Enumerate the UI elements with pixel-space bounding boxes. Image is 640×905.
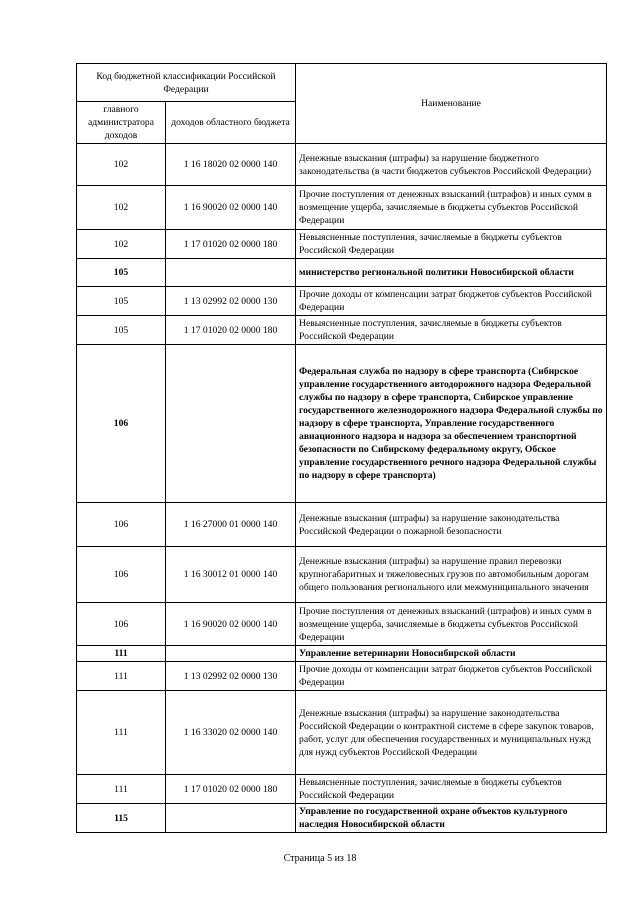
table-row	[77, 547, 607, 603]
income-code-cell: 1 16 18020 02 0000 140	[166, 144, 296, 186]
name-cell: Прочие доходы от компенсации затрат бюджетов субъектов Российской Федерации	[296, 662, 607, 691]
name-cell: министерство региональной политики Новосибирской области	[296, 259, 607, 287]
classification-code-header: Код бюджетной классификации Российской Федерации	[77, 64, 296, 102]
income-code-cell	[166, 259, 296, 287]
name-cell: Федеральная служба по надзору в сфере транспорта (Сибирское управление государственного автодорожного надзора Федеральной службы по надзору в сфере транспорта, Сибирское управление государственного железнодорожного надзора Федеральной службы по надзору в сфере транспорта, Управление государственного авиационного надзора и надзора за обеспечением транспортной безопасности по Сибирскому федеральному округу, Обское управление государственного речного надзора Федеральной службы по надзору в сфере транспорта)	[296, 345, 607, 503]
income-code-header: доходов областного бюджета	[166, 102, 296, 144]
admin-code-cell: 111	[77, 662, 166, 691]
table-row	[77, 345, 607, 503]
table-row	[77, 287, 607, 316]
page-number: Страница 5 из 18	[283, 853, 357, 864]
table-row	[77, 230, 607, 259]
name-cell: Денежные взыскания (штрафы) за нарушение законодательства Российской Федерации о пожарной безопасности	[296, 503, 607, 547]
budget-classification-table	[76, 63, 607, 833]
income-code-cell: 1 13 02992 02 0000 130	[166, 287, 296, 316]
table-row	[77, 691, 607, 775]
admin-code-header: главного администратора доходов	[77, 102, 166, 144]
name-cell: Денежные взыскания (штрафы) за нарушение бюджетного законодательства (в части бюджетов субъектов Российской Федерации)	[296, 144, 607, 186]
name-cell: Невыясненные поступления, зачисляемые в бюджеты субъектов Российской Федерации	[296, 230, 607, 259]
name-header: Наименование	[296, 64, 607, 144]
admin-code-cell: 111	[77, 691, 166, 775]
income-code-cell: 1 16 90020 02 0000 140	[166, 186, 296, 230]
admin-code-cell: 115	[77, 804, 166, 833]
table-row	[77, 603, 607, 646]
income-code-cell	[166, 804, 296, 833]
admin-code-cell: 106	[77, 345, 166, 503]
income-code-cell: 1 13 02992 02 0000 130	[166, 662, 296, 691]
name-cell: Прочие поступления от денежных взысканий (штрафов) и иных сумм в возмещение ущерба, зачисляемые в бюджеты субъектов Российской Федерации	[296, 186, 607, 230]
income-code-cell: 1 16 33020 02 0000 140	[166, 691, 296, 775]
table-row	[77, 316, 607, 345]
table-row	[77, 804, 607, 833]
admin-code-cell: 102	[77, 230, 166, 259]
name-cell: Прочие доходы от компенсации затрат бюджетов субъектов Российской Федерации	[296, 287, 607, 316]
table-row	[77, 662, 607, 691]
table-row	[77, 259, 607, 287]
admin-code-cell: 106	[77, 503, 166, 547]
admin-code-cell: 102	[77, 186, 166, 230]
table-row	[77, 775, 607, 804]
income-code-cell: 1 17 01020 02 0000 180	[166, 230, 296, 259]
table-body	[77, 144, 607, 833]
name-cell: Невыясненные поступления, зачисляемые в бюджеты субъектов Российской Федерации	[296, 316, 607, 345]
income-code-cell: 1 16 30012 01 0000 140	[166, 547, 296, 603]
name-cell: Управление по государственной охране объектов культурного наследия Новосибирской области	[296, 804, 607, 833]
admin-code-cell: 102	[77, 144, 166, 186]
income-code-cell: 1 17 01020 02 0000 180	[166, 775, 296, 804]
table-row	[77, 503, 607, 547]
table-row	[77, 144, 607, 186]
name-cell: Денежные взыскания (штрафы) за нарушение законодательства Российской Федерации о контрактной системе в сфере закупок товаров, работ, услуг для обеспечения государственных и муниципальных нужд для нужд субъектов Российской Федерации	[296, 691, 607, 775]
income-code-cell: 1 16 90020 02 0000 140	[166, 603, 296, 646]
name-cell: Прочие поступления от денежных взысканий (штрафов) и иных сумм в возмещение ущерба, зачисляемые в бюджеты субъектов Российской Федерации	[296, 603, 607, 646]
name-cell: Управление ветеринарии Новосибирской области	[296, 646, 607, 662]
income-code-cell: 1 17 01020 02 0000 180	[166, 316, 296, 345]
admin-code-cell: 106	[77, 547, 166, 603]
admin-code-cell: 111	[77, 646, 166, 662]
table-row	[77, 186, 607, 230]
name-cell: Невыясненные поступления, зачисляемые в бюджеты субъектов Российской Федерации	[296, 775, 607, 804]
table-row	[77, 646, 607, 662]
name-cell: Денежные взыскания (штрафы) за нарушение правил перевозки крупногабаритных и тяжеловесных грузов по автомобильным дорогам общего пользования регионального или межмуниципального значения	[296, 547, 607, 603]
admin-code-cell: 106	[77, 603, 166, 646]
income-code-cell	[166, 646, 296, 662]
admin-code-cell: 105	[77, 259, 166, 287]
admin-code-cell: 105	[77, 287, 166, 316]
document-page	[76, 63, 606, 833]
admin-code-cell: 111	[77, 775, 166, 804]
income-code-cell	[166, 345, 296, 503]
admin-code-cell: 105	[77, 316, 166, 345]
income-code-cell: 1 16 27000 01 0000 140	[166, 503, 296, 547]
